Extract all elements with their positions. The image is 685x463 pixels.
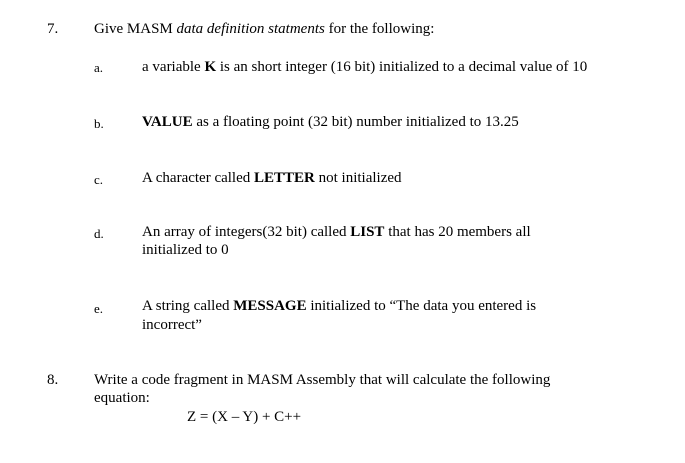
intro-text-end: for the following:	[324, 21, 435, 37]
item-b-letter: b.	[94, 116, 104, 131]
question-8-number: 8.	[47, 372, 59, 388]
item-d-letter: d.	[94, 226, 104, 241]
item-a-letter: a.	[94, 60, 104, 75]
item-d-text	[142, 223, 531, 241]
question-7-number: 7.	[47, 21, 59, 37]
question-8-text-line2: equation:	[94, 390, 150, 406]
item-d-post: that has 20 members all	[384, 224, 531, 240]
intro-emphasis: data definition statments	[176, 21, 325, 37]
item-b-post: as a floating point (32 bit) number initialized to 13.25	[192, 114, 519, 130]
item-c-text	[142, 169, 402, 187]
intro-text: Give MASM	[94, 21, 177, 37]
item-c-identifier: LETTER	[254, 170, 315, 186]
item-c-letter: c.	[94, 172, 104, 187]
item-a-identifier: K	[204, 59, 217, 75]
item-c-post: not initialized	[314, 170, 402, 186]
item-e-text	[142, 297, 536, 315]
item-a-post: is an short integer (16 bit) initialized to a decimal value of 10	[216, 59, 588, 75]
item-e-letter: e.	[94, 301, 104, 316]
item-e-post: initialized to “The data you entered is	[306, 298, 537, 314]
item-c-pre: A character called	[142, 170, 255, 186]
item-a-text	[142, 58, 587, 76]
item-e-identifier: MESSAGE	[233, 298, 307, 314]
item-a-pre: a variable	[142, 59, 205, 75]
question-8-text: Write a code fragment in MASM Assembly that will calculate the following	[94, 372, 551, 388]
question-7-intro	[94, 20, 434, 38]
item-e-pre: A string called	[142, 298, 234, 314]
item-e-text-line2: incorrect”	[142, 317, 202, 333]
item-d-identifier: LIST	[350, 224, 385, 240]
item-b-identifier: VALUE	[142, 114, 193, 130]
item-d-text-line2: initialized to 0	[142, 242, 229, 258]
item-b-text	[142, 113, 519, 131]
item-d-pre: An array of integers(32 bit) called	[142, 224, 351, 240]
equation: Z = (X – Y) + C++	[187, 409, 302, 425]
